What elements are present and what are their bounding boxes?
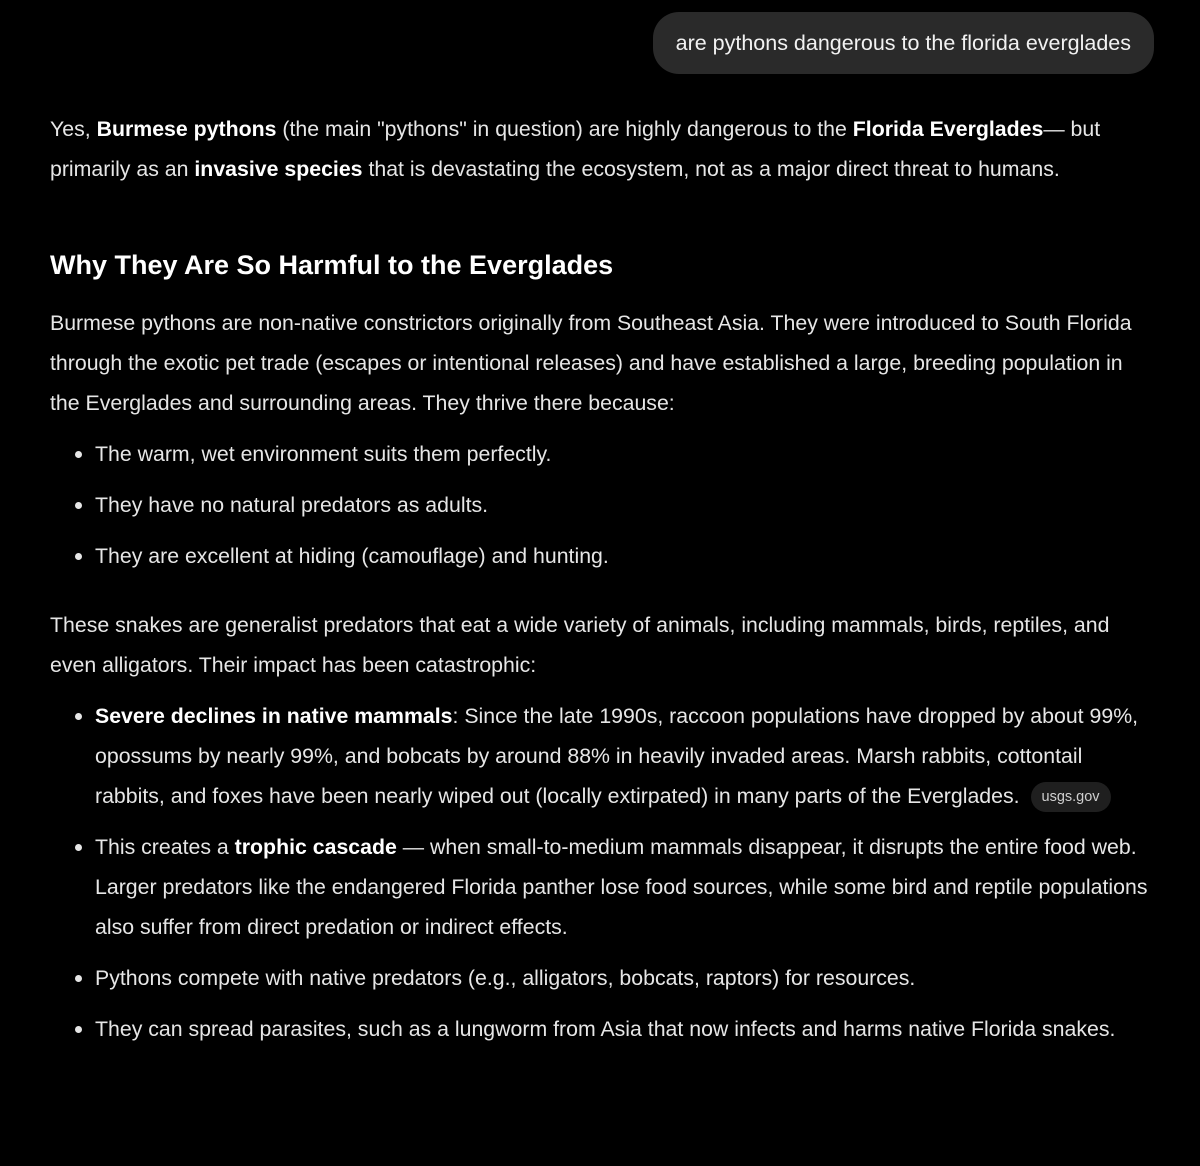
- impact-text-cascade-pre: This creates a: [95, 835, 235, 859]
- response-intro: [50, 109, 1155, 189]
- assistant-response: [50, 109, 1155, 1060]
- paragraph-origin: Burmese pythons are non-native constrictors originally from Southeast Asia. They were introduced to South Florida through the exotic pet trade (escapes or intentional releases) and have established a large, breeding population in the Everglades and surrounding areas. They thrive there because:: [50, 311, 1132, 415]
- intro-text-4: that is devastating the ecosystem, not as a major direct threat to humans.: [362, 157, 1060, 181]
- impact-text-cascade: — when small-to-medium mammals disappear, it disrupts the entire food web. Larger predators like the endangered Florida panther lose food sources, while some bird and reptile populations also suffer from direct predation or indirect effects.: [95, 835, 1148, 939]
- list-item: They can spread parasites, such as a lungworm from Asia that now infects and harms native Florida snakes.: [50, 1009, 1155, 1049]
- intro-bold-1: Burmese pythons: [96, 117, 277, 141]
- intro-text-1: Yes,: [50, 117, 97, 141]
- paragraph-impact: These snakes are generalist predators that eat a wide variety of animals, including mammals, birds, reptiles, and even alligators. Their impact has been catastrophic:: [50, 613, 1110, 677]
- list-item: [50, 827, 1155, 947]
- user-message-row: [653, 12, 1154, 74]
- impact-bold-cascade: trophic cascade: [234, 835, 397, 859]
- intro-bold-3: invasive species: [194, 157, 363, 181]
- impact-bold-mammals: Severe declines in native mammals: [95, 704, 453, 728]
- list-item: They are excellent at hiding (camouflage) and hunting.: [50, 536, 1155, 576]
- intro-text-3: — but primarily as an: [50, 117, 1101, 181]
- user-message-bubble: are pythons dangerous to the florida everglades: [653, 12, 1154, 74]
- list-item: The warm, wet environment suits them perfectly.: [50, 434, 1155, 474]
- thrive-reasons-list: [50, 434, 1155, 576]
- intro-text-2: (the main "pythons" in question) are highly dangerous to the: [276, 117, 853, 141]
- list-item: Pythons compete with native predators (e.g., alligators, bobcats, raptors) for resources.: [50, 958, 1155, 998]
- impact-list: [50, 696, 1155, 1049]
- source-link-chip[interactable]: usgs.gov: [1031, 782, 1111, 812]
- impact-text-mammals: : Since the late 1990s, raccoon populations have dropped by about 99%, opossums by nearly 99%, and bobcats by around 88% in heavily invaded areas. Marsh rabbits, cottontail rabbits, and foxes have been nearly wiped out (locally extirpated) in many parts of the Everglades.: [95, 704, 1139, 808]
- list-item: They have no natural predators as adults.: [50, 485, 1155, 525]
- list-item: [50, 696, 1155, 816]
- intro-bold-2: Florida Everglades: [852, 117, 1044, 141]
- section-heading: Why They Are So Harmful to the Everglades: [50, 250, 614, 280]
